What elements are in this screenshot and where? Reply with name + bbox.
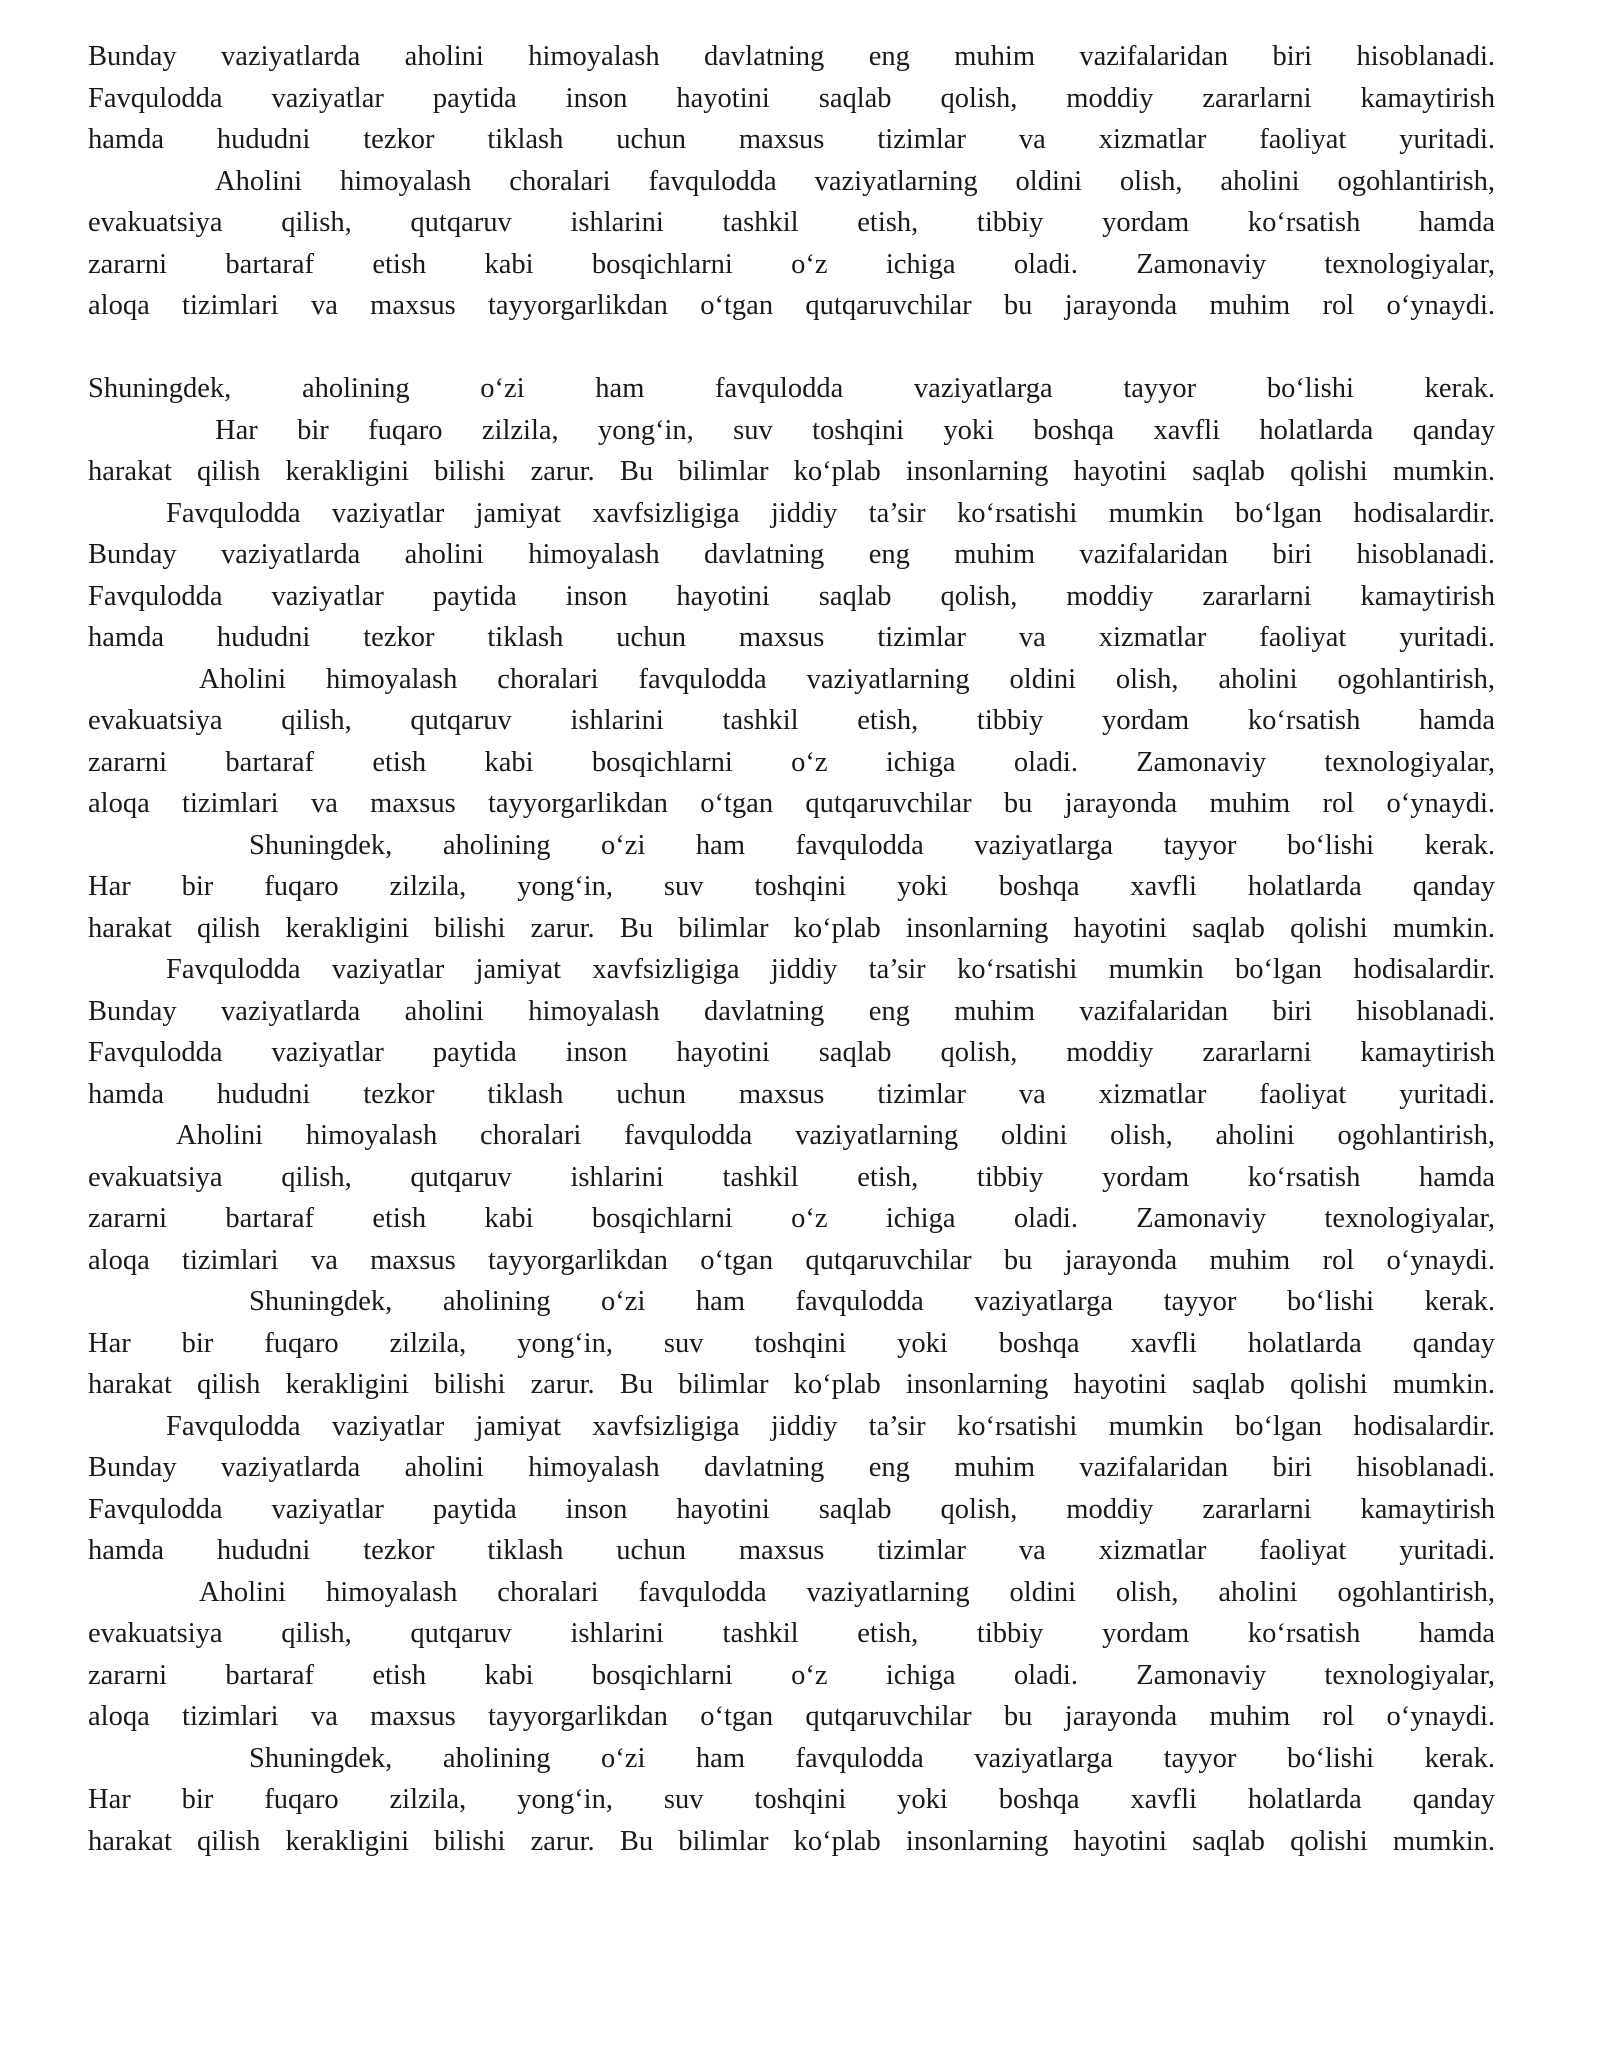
text-line: Shuningdek, aholining o‘zi ham favqulodda vaziyatlarga tayyor bo‘lishi kerak. xyxy=(249,1742,1495,1774)
text-line: harakat qilish kerakligini bilishi zarur. Bu bilimlar ko‘plab insonlarning hayotini saqlab qolishi mumkin. xyxy=(88,1825,1495,1857)
text-line: zararni bartaraf etish kabi bosqichlarni o‘z ichiga oladi. Zamonaviy texnologiyalar, xyxy=(88,746,1495,778)
text-line: Aholini himoyalash choralari favqulodda vaziyatlarning oldini olish, aholini ogohlantirish, xyxy=(215,165,1495,197)
text-line: Favqulodda vaziyatlar jamiyat xavfsizligiga jiddiy ta’sir ko‘rsatishi mumkin bo‘lgan hodisalardir. xyxy=(166,497,1495,529)
text-line: evakuatsiya qilish, qutqaruv ishlarini tashkil etish, tibbiy yordam ko‘rsatish hamda xyxy=(88,207,1495,238)
text-line: Favqulodda vaziyatlar jamiyat xavfsizligiga jiddiy ta’sir ko‘rsatishi mumkin bo‘lgan hodisalardir. xyxy=(166,954,1495,985)
text-line: hamda hududni tezkor tiklash uchun maxsus tizimlar va xizmatlar faoliyat yuritadi. xyxy=(88,124,1495,155)
text-line: hamda hududni tezkor tiklash uchun maxsus tizimlar va xizmatlar faoliyat yuritadi. xyxy=(88,1078,1495,1110)
text-line: Favqulodda vaziyatlar paytida inson hayotini saqlab qolish, moddiy zararlarni kamaytirish xyxy=(88,1493,1495,1525)
text-line: Har bir fuqaro zilzila, yong‘in, suv toshqini yoki boshqa xavfli holatlarda qanday xyxy=(88,1327,1495,1359)
text-line: zararni bartaraf etish kabi bosqichlarni o‘z ichiga oladi. Zamonaviy texnologiyalar, xyxy=(88,1659,1495,1691)
text-line: Har bir fuqaro zilzila, yong‘in, suv toshqini yoki boshqa xavfli holatlarda qanday xyxy=(215,414,1495,446)
text-line: Favqulodda vaziyatlar paytida inson hayotini saqlab qolish, moddiy zararlarni kamaytirish xyxy=(88,580,1495,612)
text-line: Favqulodda vaziyatlar paytida inson hayotini saqlab qolish, moddiy zararlarni kamaytirish xyxy=(88,1037,1495,1068)
text-line: evakuatsiya qilish, qutqaruv ishlarini tashkil etish, tibbiy yordam ko‘rsatish hamda xyxy=(88,1161,1495,1193)
text-line: aloqa tizimlari va maxsus tayyorgarlikdan o‘tgan qutqaruvchilar bu jarayonda muhim rol o‘ynaydi. xyxy=(88,788,1495,819)
text-line: Favqulodda vaziyatlar jamiyat xavfsizligiga jiddiy ta’sir ko‘rsatishi mumkin bo‘lgan hodisalardir. xyxy=(166,1410,1495,1442)
text-line: Bunday vaziyatlarda aholini himoyalash davlatning eng muhim vazifalaridan biri hisoblanadi. xyxy=(88,995,1495,1027)
text-line: Har bir fuqaro zilzila, yong‘in, suv toshqini yoki boshqa xavfli holatlarda qanday xyxy=(88,1784,1495,1815)
text-line: hamda hududni tezkor tiklash uchun maxsus tizimlar va xizmatlar faoliyat yuritadi. xyxy=(88,1535,1495,1566)
text-line: Aholini himoyalash choralari favqulodda vaziyatlarning oldini olish, aholini ogohlantirish, xyxy=(199,1576,1495,1608)
text-line: Aholini himoyalash choralari favqulodda vaziyatlarning oldini olish, aholini ogohlantirish, xyxy=(176,1120,1495,1151)
text-line: Aholini himoyalash choralari favqulodda vaziyatlarning oldini olish, aholini ogohlantirish, xyxy=(199,663,1495,695)
text-line: aloqa tizimlari va maxsus tayyorgarlikdan o‘tgan qutqaruvchilar bu jarayonda muhim rol o‘ynaydi. xyxy=(88,290,1495,321)
text-line: aloqa tizimlari va maxsus tayyorgarlikdan o‘tgan qutqaruvchilar bu jarayonda muhim rol o‘ynaydi. xyxy=(88,1701,1495,1732)
text-line: harakat qilish kerakligini bilishi zarur. Bu bilimlar ko‘plab insonlarning hayotini saqlab qolishi mumkin. xyxy=(88,1369,1495,1400)
text-line: Har bir fuqaro zilzila, yong‘in, suv toshqini yoki boshqa xavfli holatlarda qanday xyxy=(88,871,1495,902)
text-line: zararni bartaraf etish kabi bosqichlarni o‘z ichiga oladi. Zamonaviy texnologiyalar, xyxy=(88,1203,1495,1234)
text-line: aloqa tizimlari va maxsus tayyorgarlikdan o‘tgan qutqaruvchilar bu jarayonda muhim rol o‘ynaydi. xyxy=(88,1244,1495,1276)
text-line: hamda hududni tezkor tiklash uchun maxsus tizimlar va xizmatlar faoliyat yuritadi. xyxy=(88,622,1495,653)
blank-line xyxy=(88,327,1495,369)
document-body xyxy=(88,36,1495,1862)
text-line: Bunday vaziyatlarda aholini himoyalash davlatning eng muhim vazifalaridan biri hisoblanadi. xyxy=(88,1452,1495,1483)
text-line: evakuatsiya qilish, qutqaruv ishlarini tashkil etish, tibbiy yordam ko‘rsatish hamda xyxy=(88,1618,1495,1649)
text-line: zararni bartaraf etish kabi bosqichlarni o‘z ichiga oladi. Zamonaviy texnologiyalar, xyxy=(88,248,1495,280)
text-line: Bunday vaziyatlarda aholini himoyalash davlatning eng muhim vazifalaridan biri hisoblanadi. xyxy=(88,539,1495,570)
text-line: Shuningdek, aholining o‘zi ham favqulodda vaziyatlarga tayyor bo‘lishi kerak. xyxy=(88,373,1495,404)
text-line: evakuatsiya qilish, qutqaruv ishlarini tashkil etish, tibbiy yordam ko‘rsatish hamda xyxy=(88,705,1495,736)
text-line: Shuningdek, aholining o‘zi ham favqulodda vaziyatlarga tayyor bo‘lishi kerak. xyxy=(249,829,1495,861)
text-line: Bunday vaziyatlarda aholini himoyalash davlatning eng muhim vazifalaridan biri hisoblanadi. xyxy=(88,41,1495,72)
text-line: harakat qilish kerakligini bilishi zarur. Bu bilimlar ko‘plab insonlarning hayotini saqlab qolishi mumkin. xyxy=(88,456,1495,487)
text-line: Favqulodda vaziyatlar paytida inson hayotini saqlab qolish, moddiy zararlarni kamaytirish xyxy=(88,82,1495,114)
text-line: harakat qilish kerakligini bilishi zarur. Bu bilimlar ko‘plab insonlarning hayotini saqlab qolishi mumkin. xyxy=(88,912,1495,944)
text-line: Shuningdek, aholining o‘zi ham favqulodda vaziyatlarga tayyor bo‘lishi kerak. xyxy=(249,1286,1495,1317)
